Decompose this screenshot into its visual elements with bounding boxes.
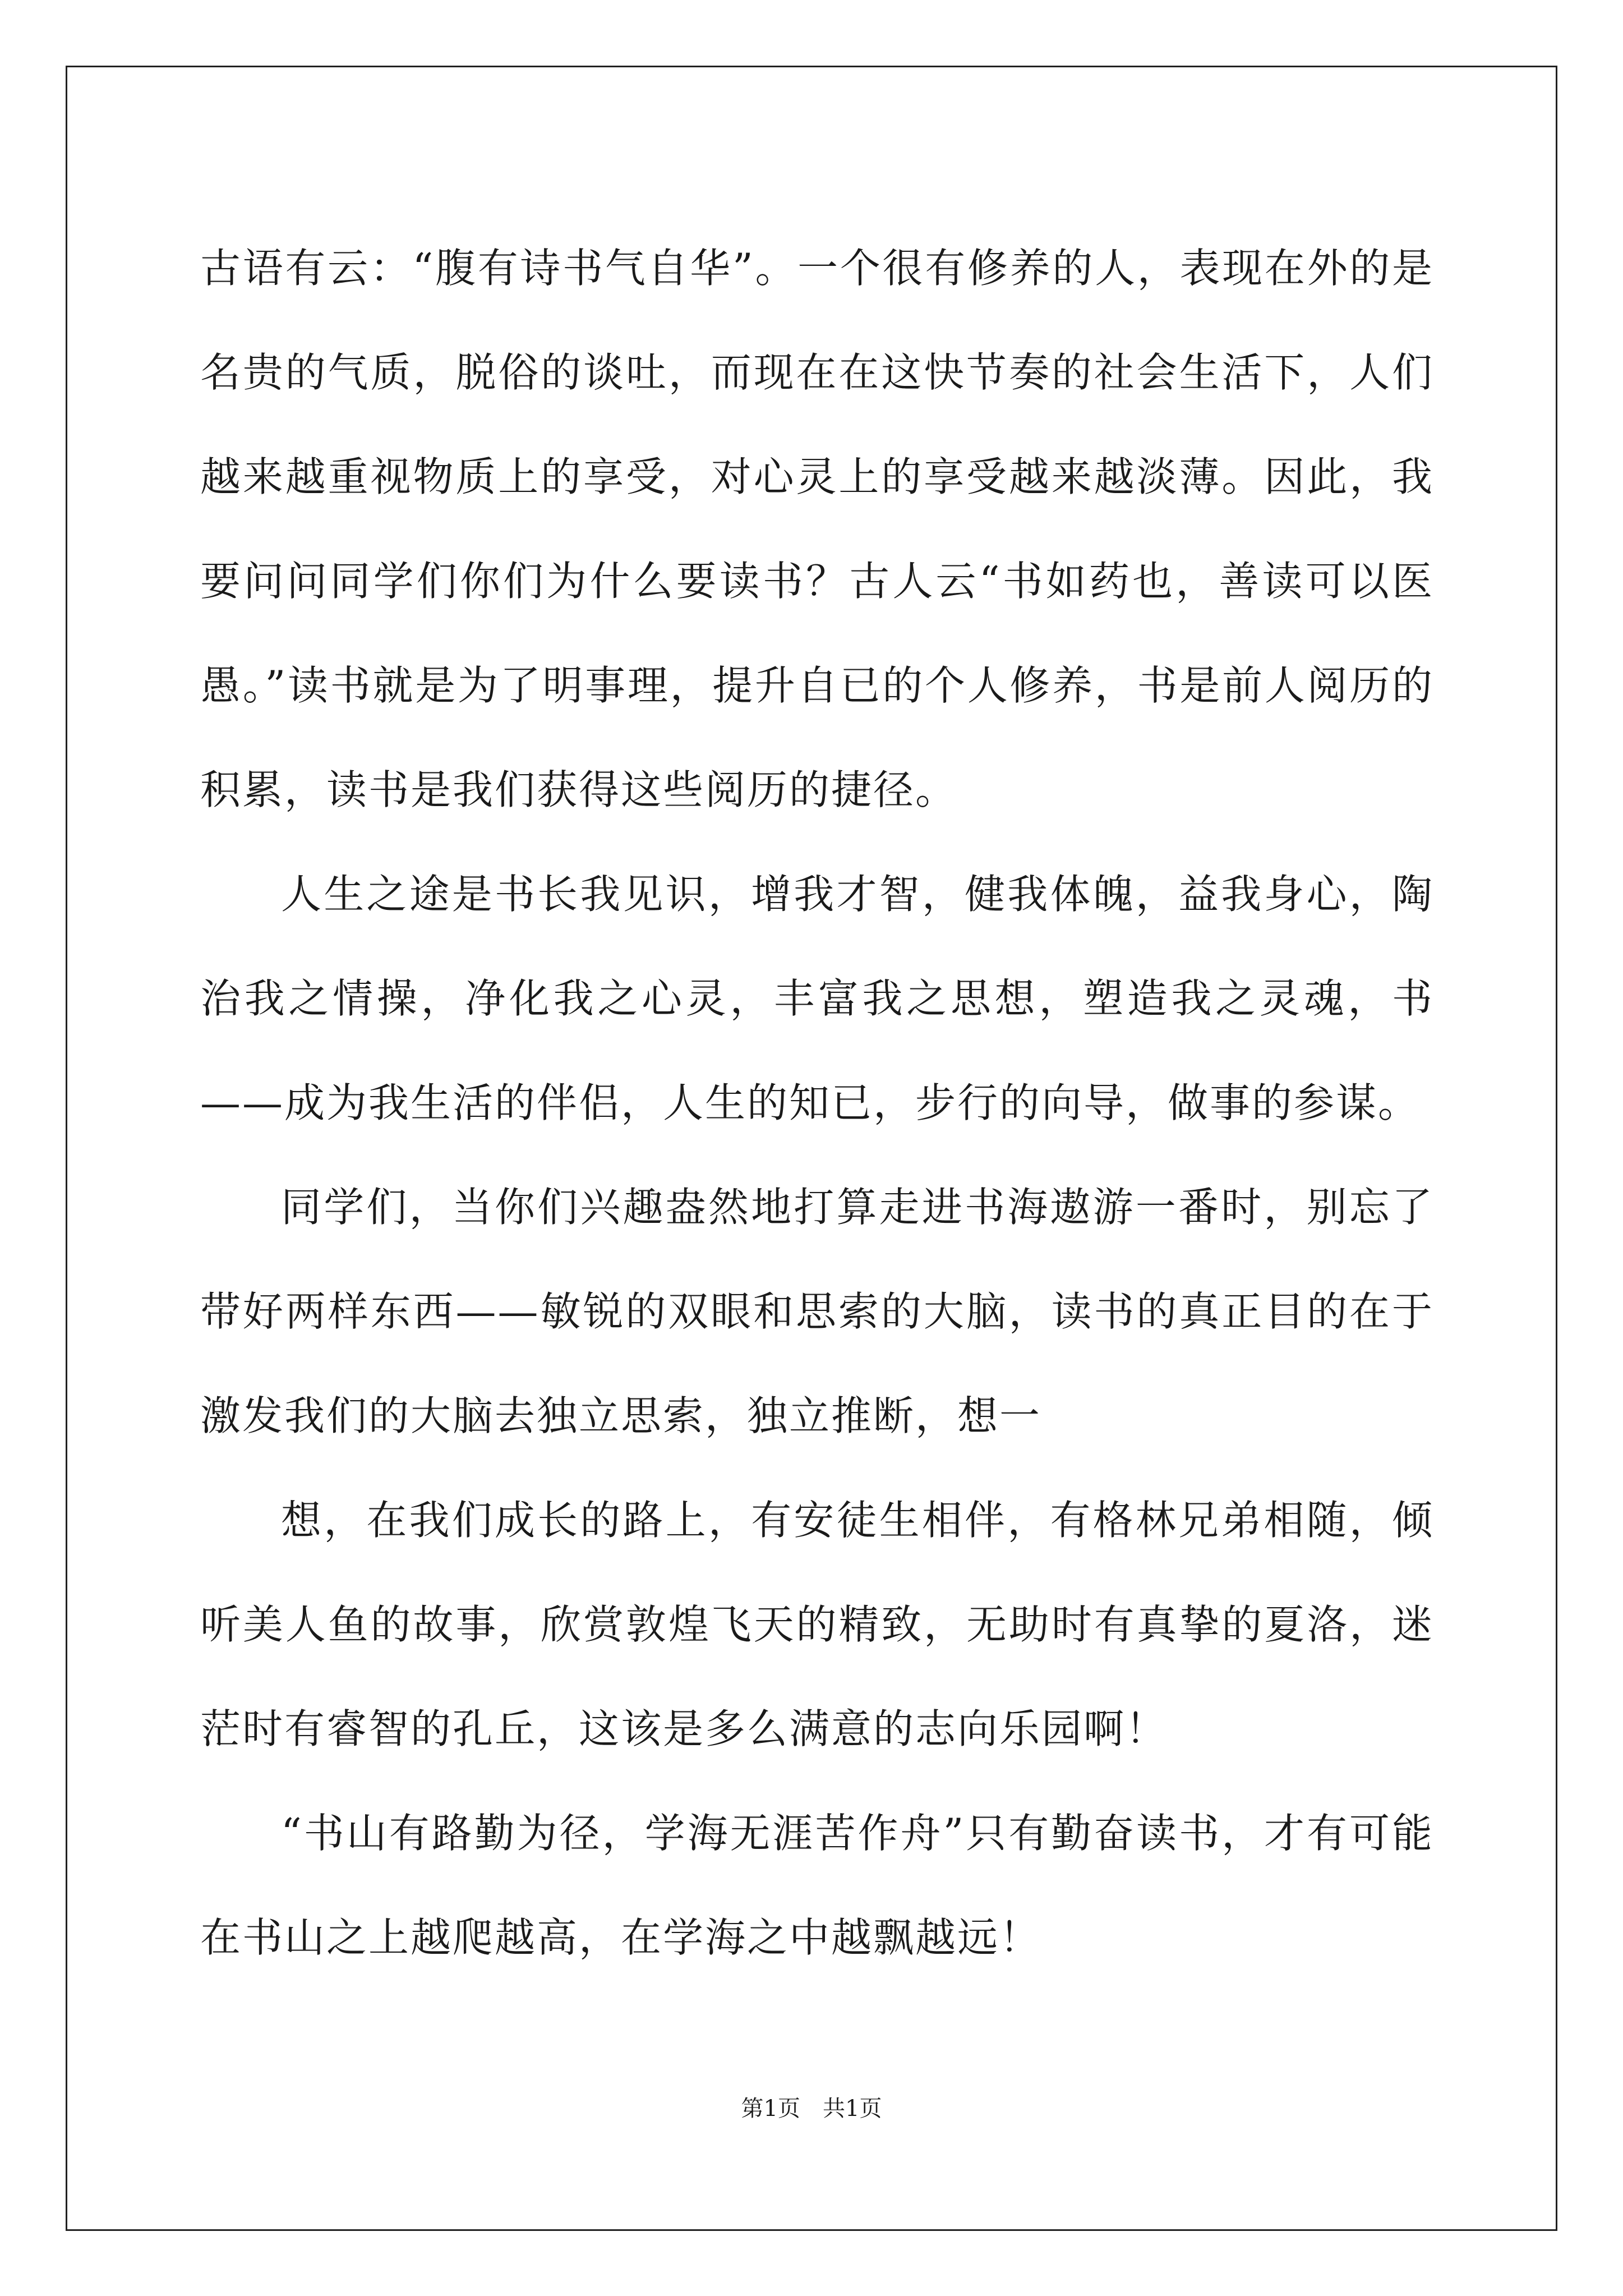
paragraph-2: 人生之途是书长我见识，增我才智，健我体魄，益我身心，陶治我之情操，净化我之心灵，丰富我之思想，塑造我之灵魂，书——成为我生活的伴侣，人生的知已，步行的向导，做事的参谋。 [200, 871, 1434, 1126]
paragraph-5: “书山有路勤为径，学海无涯苦作舟”只有勤奋读书，才有可能在书山之上越爬越高，在学海之中越飘越远！ [200, 1810, 1434, 1961]
paragraph-1: 古语有云：“腹有诗书气自华”。一个很有修养的人，表现在外的是名贵的气质，脱俗的谈吐，而现在在这快节奏的社会生活下，人们越来越重视物质上的享受，对心灵上的享受越来越淡薄。因此，我要问问同学们你们为什么要读书？古人云“书如药也，善读可以医愚。”读书就是为了明事理，提升自已的个人修养，书是前人阅历的积累，读书是我们获得这些阅历的捷径。 [200, 245, 1434, 813]
document-body [200, 216, 1434, 1990]
paragraph-3: 同学们，当你们兴趣盎然地打算走进书海遨游一番时，别忘了带好两样东西——敏锐的双眼和思索的大脑，读书的真正目的在于激发我们的大脑去独立思索，独立推断，想一 [200, 1184, 1434, 1439]
page-footer: 第1页 共1页 [741, 2096, 882, 2122]
paragraph-4: 想，在我们成长的路上，有安徒生相伴，有格林兄弟相随，倾听美人鱼的故事，欣赏敦煌飞天的精致，无助时有真挚的夏洛，迷茫时有睿智的孔丘，这该是多么满意的志向乐园啊！ [200, 1497, 1434, 1752]
